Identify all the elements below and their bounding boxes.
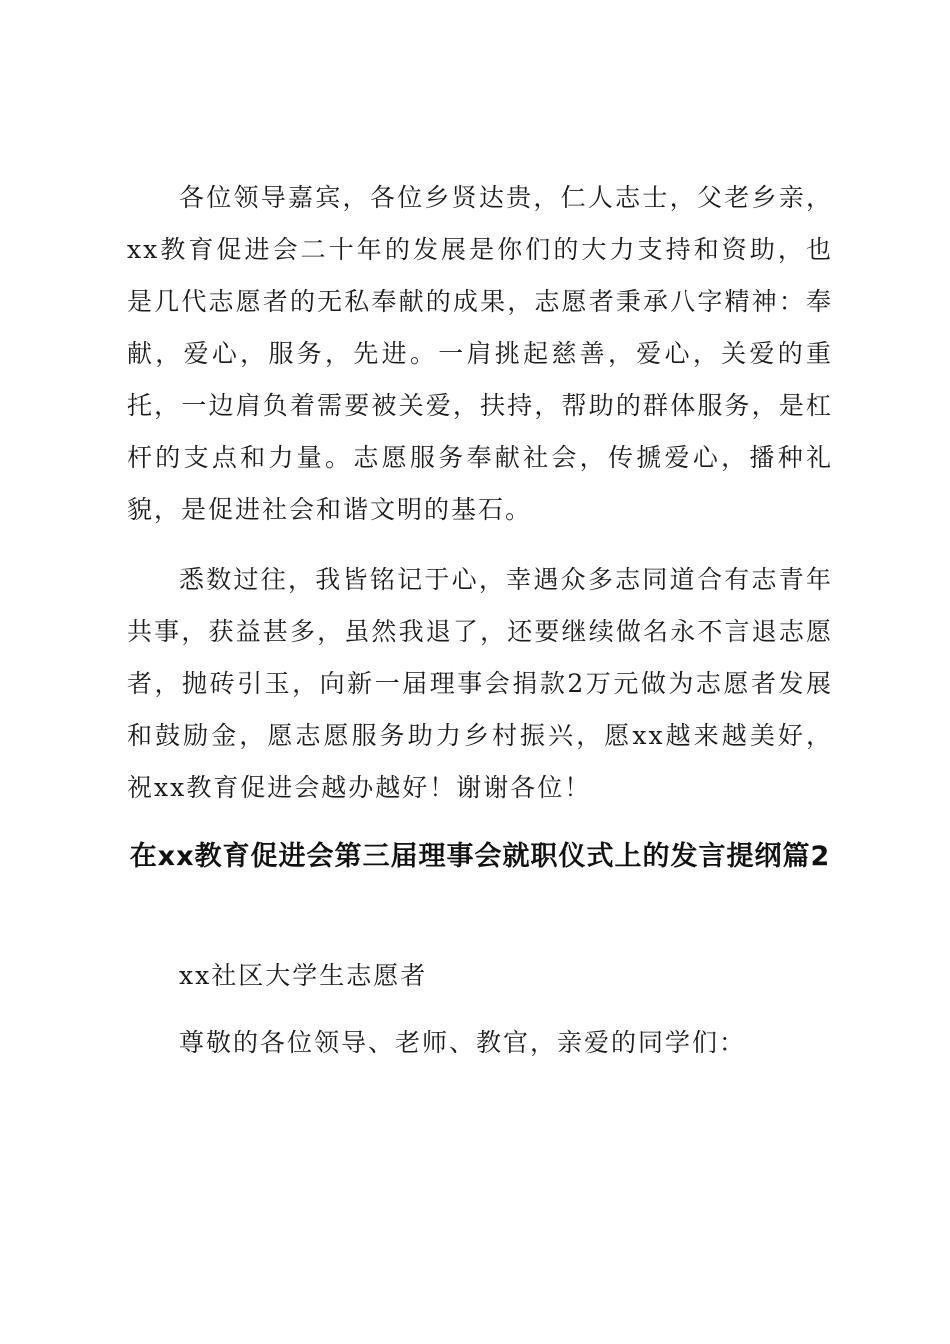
paragraph-2: 悉数过往，我皆铭记于心，幸遇众多志同道合有志青年共事，获益甚多，虽然我退了，还要继续做名永不言退志愿者，抛砖引玉，向新一届理事会捐款2万元做为志愿者发展和鼓励金，愿志愿服务助力乡村振兴，愿xx越来越美好，祝xx教育促进会越办越好！谢谢各位！ [127,565,833,802]
paragraph-1: 各位领导嘉宾，各位乡贤达贵，仁人志士，父老乡亲，xx教育促进会二十年的发展是你们的大力支持和资助，也是几代志愿者的无私奉献的成果，志愿者秉承八字精神：奉献，爱心，服务，先进。一肩挑起慈善，爱心，关爱的重托，一边肩负着需要被关爱，扶持，帮助的群体服务，是杠杆的支点和力量。志愿服务奉献社会，传搋爱心，播种礼貌，是促进社会和谐文明的基石。 [127,183,833,524]
greeting-line: 尊敬的各位领导、老师、教官，亲爱的同学们： [179,1028,747,1057]
speaker-line: xx社区大学生志愿者 [179,961,428,990]
section-heading: 在xx教育促进会第三届理事会就职仪式上的发言提纲篇2 [129,841,831,872]
